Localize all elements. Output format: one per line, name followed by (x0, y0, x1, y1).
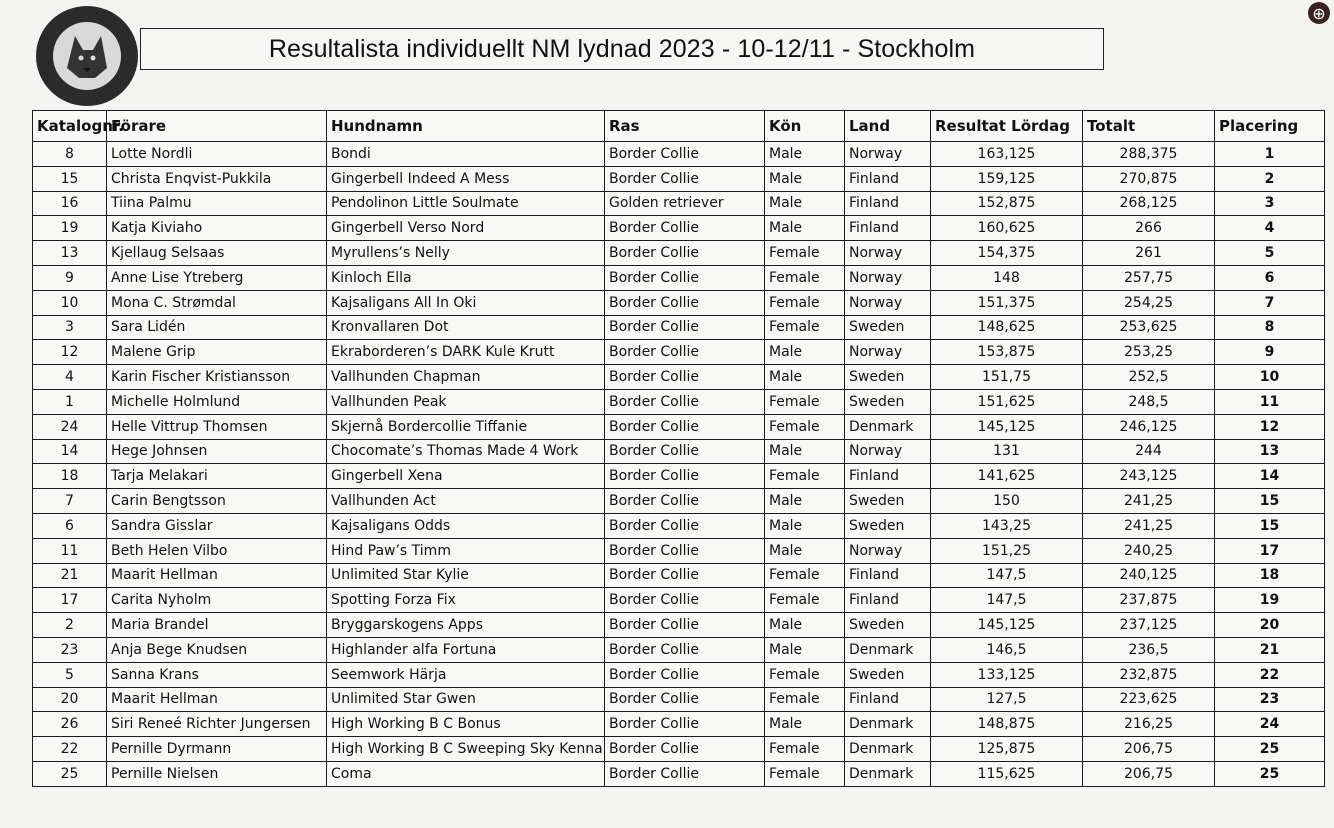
cell-katalognr: 14 (33, 439, 107, 464)
cell-ras: Border Collie (605, 613, 765, 638)
cell-land: Sweden (845, 613, 931, 638)
cell-katalognr: 12 (33, 340, 107, 365)
cell-katalognr: 24 (33, 414, 107, 439)
cell-totalt: 266 (1083, 216, 1215, 241)
cell-land: Denmark (845, 761, 931, 786)
cell-forare: Carin Bengtsson (107, 489, 327, 514)
cell-land: Norway (845, 439, 931, 464)
cell-hundnamn: Seemwork Härja (327, 662, 605, 687)
table-row (33, 613, 1325, 638)
cell-totalt: 216,25 (1083, 712, 1215, 737)
cell-kon: Male (765, 637, 845, 662)
cell-ras: Border Collie (605, 712, 765, 737)
cell-resultat-lordag: 145,125 (931, 613, 1083, 638)
cell-katalognr: 22 (33, 737, 107, 762)
header-hundnamn: Hundnamn (327, 111, 605, 142)
cell-kon: Female (765, 414, 845, 439)
cell-resultat-lordag: 154,375 (931, 241, 1083, 266)
cell-forare: Anne Lise Ytreberg (107, 265, 327, 290)
table-row (33, 265, 1325, 290)
cell-forare: Pernille Dyrmann (107, 737, 327, 762)
table-row (33, 142, 1325, 167)
cell-land: Finland (845, 191, 931, 216)
header-kon: Kön (765, 111, 845, 142)
table-row (33, 637, 1325, 662)
cell-kon: Female (765, 464, 845, 489)
cell-ras: Border Collie (605, 513, 765, 538)
document-title: Resultalista individuellt NM lydnad 2023 - 10-12/11 - Stockholm (268, 34, 976, 63)
table-row (33, 464, 1325, 489)
cell-placering: 6 (1215, 265, 1325, 290)
cell-resultat-lordag: 150 (931, 489, 1083, 514)
cell-forare: Katja Kiviaho (107, 216, 327, 241)
table-row (33, 439, 1325, 464)
cell-forare: Sandra Gisslar (107, 513, 327, 538)
table-row (33, 216, 1325, 241)
cell-forare: Michelle Holmlund (107, 389, 327, 414)
cell-totalt: 270,875 (1083, 166, 1215, 191)
cell-ras: Border Collie (605, 489, 765, 514)
cell-katalognr: 8 (33, 142, 107, 167)
cell-ras: Border Collie (605, 737, 765, 762)
cell-hundnamn: Chocomate’s Thomas Made 4 Work (327, 439, 605, 464)
cell-hundnamn: Highlander alfa Fortuna (327, 637, 605, 662)
cell-hundnamn: Vallhunden Act (327, 489, 605, 514)
cell-resultat-lordag: 125,875 (931, 737, 1083, 762)
header-totalt: Totalt (1083, 111, 1215, 142)
cell-totalt: 253,625 (1083, 315, 1215, 340)
cell-kon: Female (765, 563, 845, 588)
cell-kon: Female (765, 662, 845, 687)
cell-ras: Border Collie (605, 216, 765, 241)
club-logo (36, 6, 138, 106)
cell-placering: 9 (1215, 340, 1325, 365)
cell-land: Norway (845, 538, 931, 563)
cell-resultat-lordag: 146,5 (931, 637, 1083, 662)
cell-resultat-lordag: 152,875 (931, 191, 1083, 216)
cell-kon: Male (765, 365, 845, 390)
cell-katalognr: 21 (33, 563, 107, 588)
cell-kon: Female (765, 588, 845, 613)
cell-forare: Tiina Palmu (107, 191, 327, 216)
cell-forare: Lotte Nordli (107, 142, 327, 167)
cell-forare: Christa Enqvist-Pukkila (107, 166, 327, 191)
cell-resultat-lordag: 151,25 (931, 538, 1083, 563)
cell-placering: 3 (1215, 191, 1325, 216)
cell-totalt: 252,5 (1083, 365, 1215, 390)
cell-kon: Male (765, 166, 845, 191)
cell-ras: Border Collie (605, 662, 765, 687)
cell-placering: 7 (1215, 290, 1325, 315)
cell-forare: Maarit Hellman (107, 563, 327, 588)
cell-ras: Border Collie (605, 464, 765, 489)
cell-hundnamn: Coma (327, 761, 605, 786)
cell-forare: Helle Vittrup Thomsen (107, 414, 327, 439)
cell-resultat-lordag: 127,5 (931, 687, 1083, 712)
cell-resultat-lordag: 133,125 (931, 662, 1083, 687)
cell-resultat-lordag: 151,75 (931, 365, 1083, 390)
cell-resultat-lordag: 148 (931, 265, 1083, 290)
cell-katalognr: 3 (33, 315, 107, 340)
table-header-row (33, 111, 1325, 142)
cell-hundnamn: Bondi (327, 142, 605, 167)
cell-ras: Border Collie (605, 637, 765, 662)
cell-totalt: 240,25 (1083, 538, 1215, 563)
cell-placering: 8 (1215, 315, 1325, 340)
zoom-in-glyph: ⊕ (1312, 3, 1326, 23)
cell-katalognr: 4 (33, 365, 107, 390)
cell-resultat-lordag: 153,875 (931, 340, 1083, 365)
cell-placering: 2 (1215, 166, 1325, 191)
cell-forare: Mona C. Strømdal (107, 290, 327, 315)
cell-hundnamn: Kinloch Ella (327, 265, 605, 290)
cell-hundnamn: Vallhunden Chapman (327, 365, 605, 390)
cell-land: Finland (845, 166, 931, 191)
cell-totalt: 237,125 (1083, 613, 1215, 638)
document-title-box (140, 28, 1104, 70)
cell-kon: Male (765, 340, 845, 365)
cell-placering: 12 (1215, 414, 1325, 439)
cell-totalt: 237,875 (1083, 588, 1215, 613)
cell-placering: 20 (1215, 613, 1325, 638)
cell-land: Denmark (845, 637, 931, 662)
cell-kon: Male (765, 613, 845, 638)
cell-resultat-lordag: 151,375 (931, 290, 1083, 315)
cell-katalognr: 2 (33, 613, 107, 638)
cell-placering: 1 (1215, 142, 1325, 167)
cell-land: Sweden (845, 389, 931, 414)
cell-katalognr: 6 (33, 513, 107, 538)
cell-placering: 5 (1215, 241, 1325, 266)
table-row (33, 191, 1325, 216)
cell-kon: Female (765, 389, 845, 414)
cell-forare: Malene Grip (107, 340, 327, 365)
cell-land: Finland (845, 464, 931, 489)
cell-totalt: 223,625 (1083, 687, 1215, 712)
table-row (33, 563, 1325, 588)
cell-placering: 25 (1215, 761, 1325, 786)
cell-land: Norway (845, 340, 931, 365)
cell-land: Finland (845, 563, 931, 588)
cell-kon: Female (765, 737, 845, 762)
cell-placering: 24 (1215, 712, 1325, 737)
table-row (33, 513, 1325, 538)
table-row (33, 365, 1325, 390)
table-row (33, 241, 1325, 266)
cell-kon: Male (765, 489, 845, 514)
cell-resultat-lordag: 147,5 (931, 588, 1083, 613)
cell-totalt: 257,75 (1083, 265, 1215, 290)
cell-kon: Male (765, 513, 845, 538)
cell-land: Sweden (845, 513, 931, 538)
table-row (33, 414, 1325, 439)
table-row (33, 662, 1325, 687)
cell-ras: Border Collie (605, 290, 765, 315)
cell-katalognr: 16 (33, 191, 107, 216)
results-table (32, 110, 1325, 787)
cell-ras: Border Collie (605, 563, 765, 588)
cell-resultat-lordag: 145,125 (931, 414, 1083, 439)
cell-placering: 10 (1215, 365, 1325, 390)
cell-ras: Border Collie (605, 241, 765, 266)
cell-resultat-lordag: 148,875 (931, 712, 1083, 737)
cell-totalt: 236,5 (1083, 637, 1215, 662)
table-row (33, 166, 1325, 191)
table-row (33, 538, 1325, 563)
cell-resultat-lordag: 163,125 (931, 142, 1083, 167)
table-row (33, 389, 1325, 414)
table-row (33, 315, 1325, 340)
table-row (33, 290, 1325, 315)
cell-placering: 11 (1215, 389, 1325, 414)
cell-hundnamn: High Working B C Bonus (327, 712, 605, 737)
cell-hundnamn: Spotting Forza Fix (327, 588, 605, 613)
cell-hundnamn: Pendolinon Little Soulmate (327, 191, 605, 216)
header-resultat-lordag: Resultat Lördag (931, 111, 1083, 142)
cell-ras: Border Collie (605, 687, 765, 712)
cell-hundnamn: Kajsaligans All In Oki (327, 290, 605, 315)
cell-kon: Female (765, 241, 845, 266)
cell-hundnamn: High Working B C Sweeping Sky Kenna (327, 737, 605, 762)
cell-ras: Border Collie (605, 588, 765, 613)
cell-katalognr: 7 (33, 489, 107, 514)
header-land: Land (845, 111, 931, 142)
cell-forare: Sanna Krans (107, 662, 327, 687)
cell-forare: Sara Lidén (107, 315, 327, 340)
cell-ras: Border Collie (605, 538, 765, 563)
cell-totalt: 232,875 (1083, 662, 1215, 687)
cell-totalt: 253,25 (1083, 340, 1215, 365)
cell-placering: 25 (1215, 737, 1325, 762)
cell-katalognr: 15 (33, 166, 107, 191)
cell-ras: Border Collie (605, 340, 765, 365)
cell-katalognr: 5 (33, 662, 107, 687)
cell-kon: Female (765, 290, 845, 315)
cell-katalognr: 11 (33, 538, 107, 563)
cell-katalognr: 26 (33, 712, 107, 737)
cell-hundnamn: Unlimited Star Kylie (327, 563, 605, 588)
cell-land: Finland (845, 588, 931, 613)
cell-land: Sweden (845, 315, 931, 340)
cell-kon: Male (765, 216, 845, 241)
cell-placering: 23 (1215, 687, 1325, 712)
cell-land: Norway (845, 142, 931, 167)
cell-resultat-lordag: 141,625 (931, 464, 1083, 489)
cell-totalt: 240,125 (1083, 563, 1215, 588)
cell-kon: Male (765, 142, 845, 167)
cell-land: Norway (845, 265, 931, 290)
cell-totalt: 241,25 (1083, 513, 1215, 538)
dog-head-emblem-icon (37, 6, 137, 106)
cell-ras: Border Collie (605, 414, 765, 439)
cell-forare: Pernille Nielsen (107, 761, 327, 786)
cell-resultat-lordag: 131 (931, 439, 1083, 464)
cell-totalt: 241,25 (1083, 489, 1215, 514)
cell-resultat-lordag: 159,125 (931, 166, 1083, 191)
cell-land: Denmark (845, 712, 931, 737)
cell-placering: 21 (1215, 637, 1325, 662)
cell-ras: Border Collie (605, 761, 765, 786)
results-body (33, 142, 1325, 787)
cell-katalognr: 25 (33, 761, 107, 786)
cell-hundnamn: Gingerbell Xena (327, 464, 605, 489)
cell-ras: Border Collie (605, 389, 765, 414)
cell-forare: Maria Brandel (107, 613, 327, 638)
cell-land: Finland (845, 687, 931, 712)
cell-totalt: 206,75 (1083, 737, 1215, 762)
table-row (33, 712, 1325, 737)
table-row (33, 761, 1325, 786)
header-katalognr: Katalognr. (33, 111, 107, 142)
cell-hundnamn: Bryggarskogens Apps (327, 613, 605, 638)
cell-totalt: 243,125 (1083, 464, 1215, 489)
cell-resultat-lordag: 148,625 (931, 315, 1083, 340)
cell-resultat-lordag: 115,625 (931, 761, 1083, 786)
cell-resultat-lordag: 147,5 (931, 563, 1083, 588)
cell-totalt: 246,125 (1083, 414, 1215, 439)
cell-hundnamn: Gingerbell Indeed A Mess (327, 166, 605, 191)
cell-katalognr: 1 (33, 389, 107, 414)
cell-katalognr: 10 (33, 290, 107, 315)
cell-kon: Male (765, 712, 845, 737)
cell-forare: Karin Fischer Kristiansson (107, 365, 327, 390)
cell-kon: Male (765, 191, 845, 216)
cell-placering: 18 (1215, 563, 1325, 588)
cell-resultat-lordag: 160,625 (931, 216, 1083, 241)
cell-forare: Anja Bege Knudsen (107, 637, 327, 662)
cell-katalognr: 13 (33, 241, 107, 266)
cell-resultat-lordag: 151,625 (931, 389, 1083, 414)
cell-land: Finland (845, 216, 931, 241)
cell-placering: 19 (1215, 588, 1325, 613)
cell-totalt: 206,75 (1083, 761, 1215, 786)
cell-forare: Tarja Melakari (107, 464, 327, 489)
cell-hundnamn: Unlimited Star Gwen (327, 687, 605, 712)
cell-totalt: 288,375 (1083, 142, 1215, 167)
cell-totalt: 248,5 (1083, 389, 1215, 414)
cell-kon: Male (765, 538, 845, 563)
cell-forare: Beth Helen Vilbo (107, 538, 327, 563)
cell-ras: Border Collie (605, 315, 765, 340)
cell-hundnamn: Ekraborderen’s DARK Kule Krutt (327, 340, 605, 365)
cell-totalt: 244 (1083, 439, 1215, 464)
cell-katalognr: 17 (33, 588, 107, 613)
cell-ras: Border Collie (605, 265, 765, 290)
cell-totalt: 254,25 (1083, 290, 1215, 315)
cell-land: Norway (845, 290, 931, 315)
cell-ras: Border Collie (605, 365, 765, 390)
cell-hundnamn: Gingerbell Verso Nord (327, 216, 605, 241)
cell-katalognr: 20 (33, 687, 107, 712)
header-forare: Förare (107, 111, 327, 142)
cell-resultat-lordag: 143,25 (931, 513, 1083, 538)
cell-katalognr: 18 (33, 464, 107, 489)
cell-land: Sweden (845, 662, 931, 687)
cell-forare: Kjellaug Selsaas (107, 241, 327, 266)
cell-land: Sweden (845, 489, 931, 514)
cell-forare: Carita Nyholm (107, 588, 327, 613)
cell-kon: Male (765, 439, 845, 464)
cell-forare: Hege Johnsen (107, 439, 327, 464)
cell-ras: Border Collie (605, 166, 765, 191)
cell-placering: 13 (1215, 439, 1325, 464)
cell-placering: 22 (1215, 662, 1325, 687)
cell-placering: 17 (1215, 538, 1325, 563)
cell-kon: Female (765, 315, 845, 340)
cell-hundnamn: Hind Paw’s Timm (327, 538, 605, 563)
header-ras: Ras (605, 111, 765, 142)
table-row (33, 489, 1325, 514)
cell-placering: 4 (1215, 216, 1325, 241)
header-placering: Placering (1215, 111, 1325, 142)
cell-placering: 15 (1215, 513, 1325, 538)
cell-kon: Female (765, 687, 845, 712)
cell-kon: Female (765, 761, 845, 786)
cell-kon: Female (765, 265, 845, 290)
cell-ras: Border Collie (605, 439, 765, 464)
cell-land: Norway (845, 241, 931, 266)
zoom-in-icon[interactable] (1308, 2, 1330, 24)
cell-land: Denmark (845, 737, 931, 762)
cell-katalognr: 9 (33, 265, 107, 290)
cell-placering: 15 (1215, 489, 1325, 514)
table-row (33, 737, 1325, 762)
cell-land: Denmark (845, 414, 931, 439)
cell-hundnamn: Skjernå Bordercollie Tiffanie (327, 414, 605, 439)
cell-land: Sweden (845, 365, 931, 390)
cell-forare: Maarit Hellman (107, 687, 327, 712)
cell-hundnamn: Myrullens’s Nelly (327, 241, 605, 266)
cell-placering: 14 (1215, 464, 1325, 489)
cell-totalt: 268,125 (1083, 191, 1215, 216)
table-row (33, 588, 1325, 613)
cell-forare: Siri Reneé Richter Jungersen (107, 712, 327, 737)
table-row (33, 340, 1325, 365)
cell-katalognr: 19 (33, 216, 107, 241)
cell-ras: Golden retriever (605, 191, 765, 216)
table-row (33, 687, 1325, 712)
cell-ras: Border Collie (605, 142, 765, 167)
cell-hundnamn: Kronvallaren Dot (327, 315, 605, 340)
cell-katalognr: 23 (33, 637, 107, 662)
cell-hundnamn: Kajsaligans Odds (327, 513, 605, 538)
cell-hundnamn: Vallhunden Peak (327, 389, 605, 414)
cell-totalt: 261 (1083, 241, 1215, 266)
